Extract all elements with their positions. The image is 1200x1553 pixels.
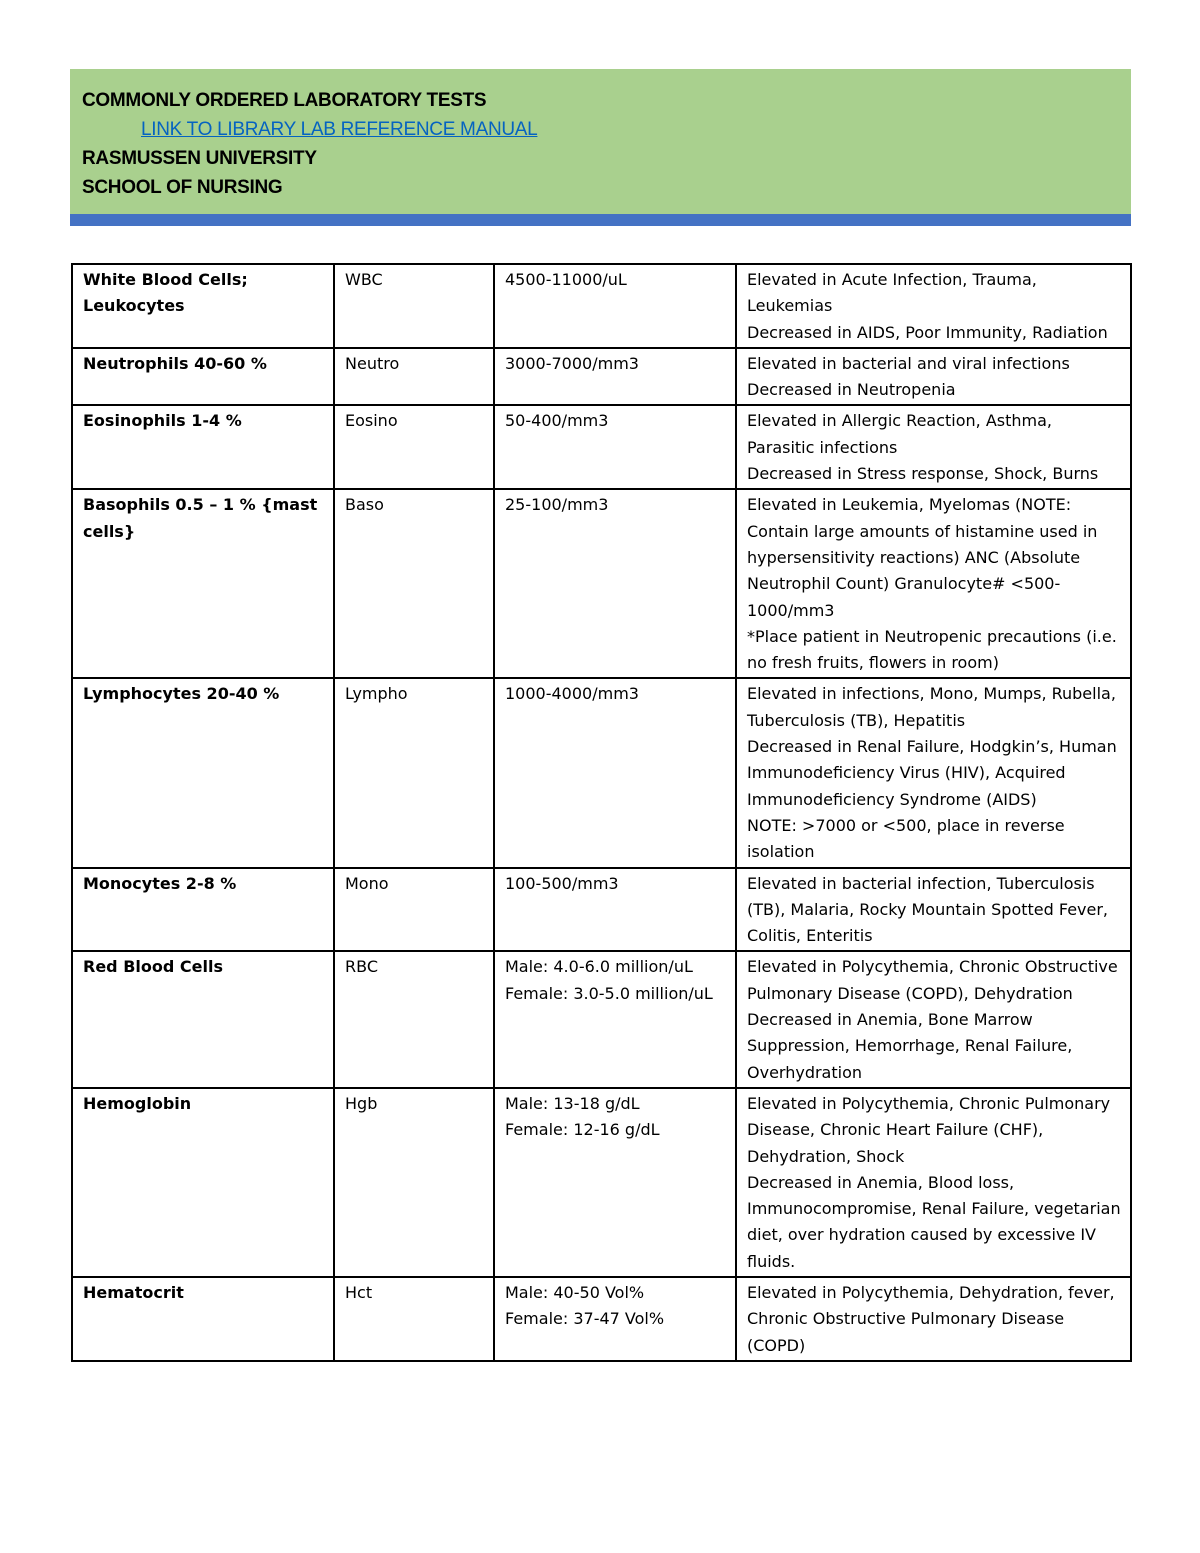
- test-name-cell: Neutrophils 40-60 %: [72, 348, 334, 406]
- normal-range-cell: 4500-11000/uL: [494, 264, 736, 348]
- clinical-notes-cell: Elevated in bacterial and viral infections Decreased in Neutropenia: [736, 348, 1131, 406]
- clinical-notes-cell: Elevated in infections, Mono, Mumps, Rubella, Tuberculosis (TB), Hepatitis Decreased in Renal Failure, Hodgkin’s, Human Immunodeficiency Virus (HIV), Acquired Immunodeficiency Syndrome (AIDS) NOTE: >7000 or <500, place in reverse isolation: [736, 678, 1131, 867]
- clinical-notes-cell: Elevated in Acute Infection, Trauma, Leukemias Decreased in AIDS, Poor Immunity, Radiation: [736, 264, 1131, 348]
- clinical-notes-cell: Elevated in Leukemia, Myelomas (NOTE: Contain large amounts of histamine used in hypersensitivity reactions) ANC (Absolute Neutrophil Count) Granulocyte# <500-1000/mm3 *Place patient in Neutropenic precautions (i.e. no fresh fruits, flowers in room): [736, 489, 1131, 678]
- clinical-notes-cell: Elevated in Polycythemia, Chronic Pulmonary Disease, Chronic Heart Failure (CHF), Dehydration, Shock Decreased in Anemia, Blood loss, Immunocompromise, Renal Failure, vegetarian diet, over hydration caused by excessive IV fluids.: [736, 1088, 1131, 1277]
- test-name-cell: Monocytes 2-8 %: [72, 868, 334, 952]
- test-name-cell: Hemoglobin: [72, 1088, 334, 1277]
- normal-range-cell: 3000-7000/mm3: [494, 348, 736, 406]
- clinical-notes-cell: Elevated in Allergic Reaction, Asthma, Parasitic infections Decreased in Stress response, Shock, Burns: [736, 405, 1131, 489]
- abbreviation-cell: Eosino: [334, 405, 494, 489]
- test-name-cell: Basophils 0.5 – 1 % {mast cells}: [72, 489, 334, 678]
- abbreviation-cell: Baso: [334, 489, 494, 678]
- test-name-cell: White Blood Cells; Leukocytes: [72, 264, 334, 348]
- school-name: SCHOOL OF NURSING: [82, 177, 283, 198]
- table-row: [72, 348, 1131, 406]
- table-row: [72, 405, 1131, 489]
- clinical-notes-cell: Elevated in Polycythemia, Dehydration, fever, Chronic Obstructive Pulmonary Disease (COPD): [736, 1277, 1131, 1361]
- lab-tests-table-body: [72, 264, 1131, 1361]
- document-title: COMMONLY ORDERED LABORATORY TESTS: [82, 90, 487, 111]
- table-row: [72, 489, 1131, 678]
- table-row: [72, 868, 1131, 952]
- normal-range-cell: 25-100/mm3: [494, 489, 736, 678]
- table-row: [72, 1277, 1131, 1361]
- table-row: [72, 951, 1131, 1087]
- lab-reference-manual-link[interactable]: LINK TO LIBRARY LAB REFERENCE MANUAL: [141, 119, 538, 140]
- abbreviation-cell: Hgb: [334, 1088, 494, 1277]
- abbreviation-cell: Neutro: [334, 348, 494, 406]
- test-name-cell: Red Blood Cells: [72, 951, 334, 1087]
- normal-range-cell: Male: 40-50 Vol% Female: 37-47 Vol%: [494, 1277, 736, 1361]
- lab-tests-table: [71, 263, 1132, 1362]
- test-name-cell: Hematocrit: [72, 1277, 334, 1361]
- normal-range-cell: 50-400/mm3: [494, 405, 736, 489]
- normal-range-cell: 1000-4000/mm3: [494, 678, 736, 867]
- abbreviation-cell: Mono: [334, 868, 494, 952]
- test-name-cell: Lymphocytes 20-40 %: [72, 678, 334, 867]
- institution-name: RASMUSSEN UNIVERSITY: [82, 148, 317, 169]
- clinical-notes-cell: Elevated in bacterial infection, Tuberculosis (TB), Malaria, Rocky Mountain Spotted Fever, Colitis, Enteritis: [736, 868, 1131, 952]
- abbreviation-cell: WBC: [334, 264, 494, 348]
- table-row: [72, 264, 1131, 348]
- header-divider-stripe: [70, 214, 1131, 226]
- abbreviation-cell: RBC: [334, 951, 494, 1087]
- abbreviation-cell: Hct: [334, 1277, 494, 1361]
- document-header-banner: [70, 69, 1131, 214]
- abbreviation-cell: Lympho: [334, 678, 494, 867]
- test-name-cell: Eosinophils 1-4 %: [72, 405, 334, 489]
- table-row: [72, 678, 1131, 867]
- normal-range-cell: Male: 4.0-6.0 million/uL Female: 3.0-5.0 million/uL: [494, 951, 736, 1087]
- clinical-notes-cell: Elevated in Polycythemia, Chronic Obstructive Pulmonary Disease (COPD), Dehydration Decreased in Anemia, Bone Marrow Suppression, Hemorrhage, Renal Failure, Overhydration: [736, 951, 1131, 1087]
- normal-range-cell: 100-500/mm3: [494, 868, 736, 952]
- normal-range-cell: Male: 13-18 g/dL Female: 12-16 g/dL: [494, 1088, 736, 1277]
- table-row: [72, 1088, 1131, 1277]
